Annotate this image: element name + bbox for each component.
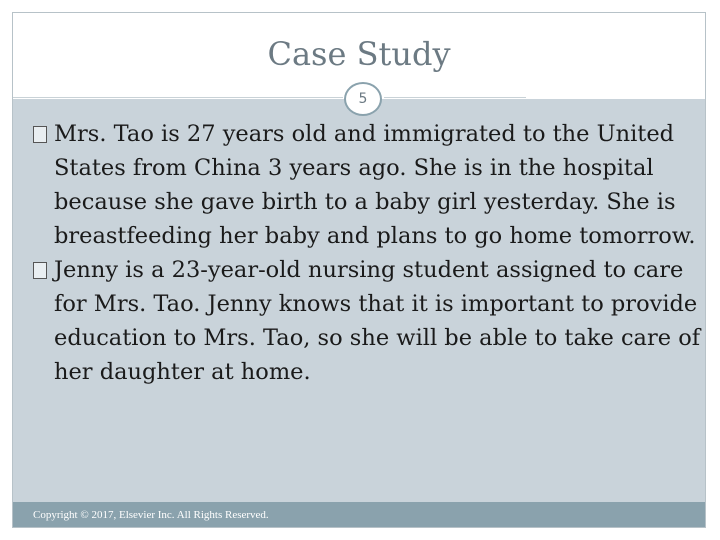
bullet-marker-icon [33,262,47,279]
bullet-text: Jenny is a 23-year-old nursing student assigned to care for Mrs. Tao. Jenny knows that it is important to provide education to Mrs. Tao, so she will be able to take care of her daughter at home. [54,257,701,385]
slide-title: Case Study [267,35,451,73]
copyright-text: Copyright © 2017, Elsevier Inc. All Rights Reserved. [33,509,269,521]
footer-bar [13,502,705,527]
title-divider-left [13,97,343,98]
bullet-text: Mrs. Tao is 27 years old and immigrated to the United States from China 3 years ago. She is in the hospital because she gave birth to a baby girl yesterday. She is breastfeeding her baby and plans to go home tomorrow. [54,121,696,249]
content-area [13,99,705,502]
bullet-marker-icon [33,126,47,143]
bullet-item [33,117,705,253]
title-divider-right [384,97,526,98]
bullet-item [33,253,705,389]
slide-number-badge: 5 [344,82,382,116]
bullet-list [33,117,705,389]
